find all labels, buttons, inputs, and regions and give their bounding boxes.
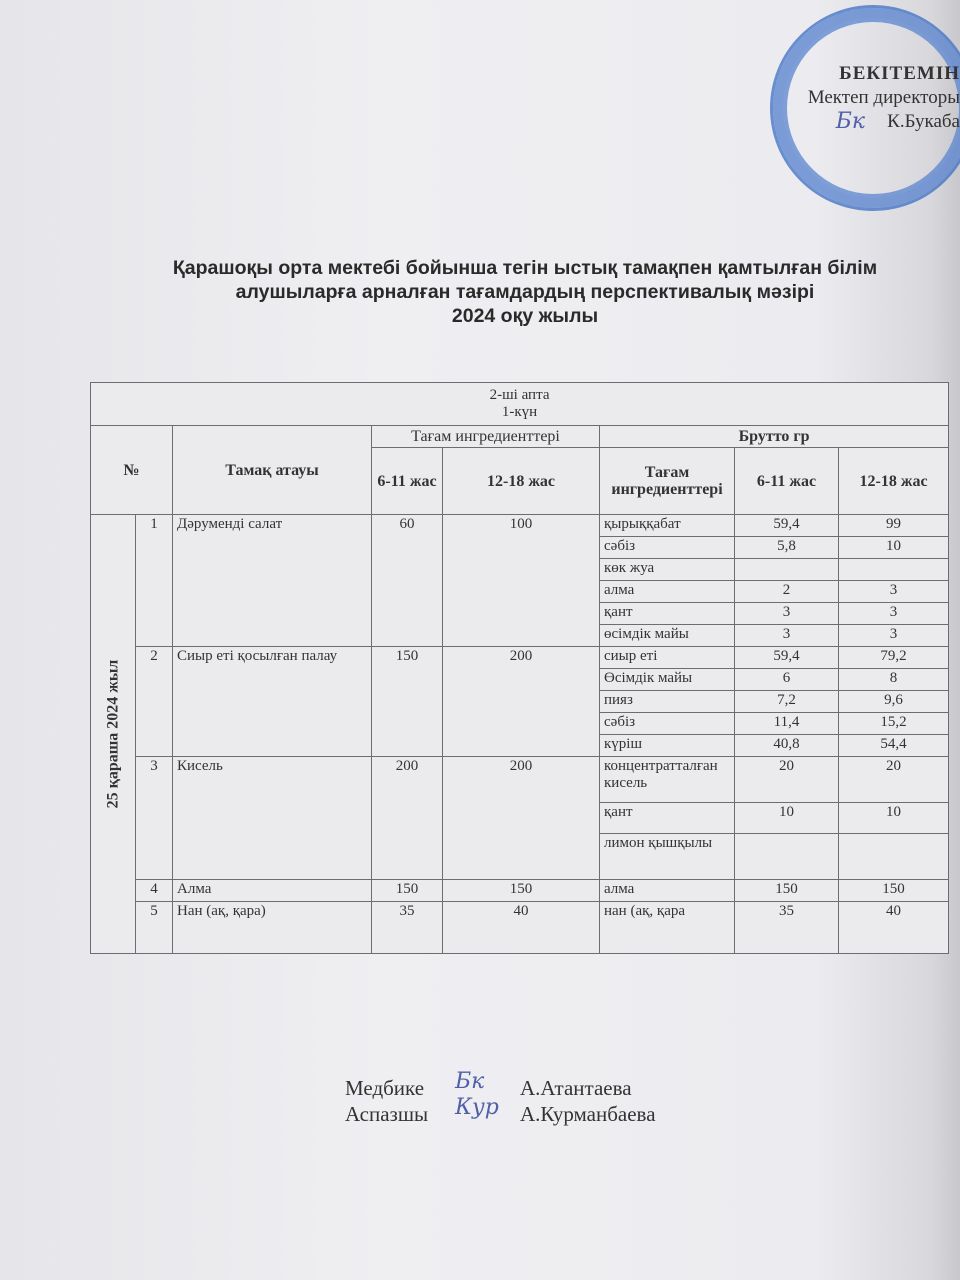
ingredient-name: күріш — [600, 735, 735, 757]
header-age-6-11: 6-11 жас — [372, 448, 443, 515]
header-age-12-18: 12-18 жас — [443, 448, 600, 515]
portion-12-18: 200 — [443, 757, 600, 880]
ingredient-name: қырыққабат — [600, 515, 735, 537]
brutto-6-11: 7,2 — [735, 691, 839, 713]
cook-name: А.Курманбаева — [520, 1102, 656, 1126]
ingredient-name: нан (ақ, қара — [600, 902, 735, 954]
approval-block — [808, 62, 960, 134]
brutto-12-18: 15,2 — [839, 713, 949, 735]
ingredient-name: алма — [600, 581, 735, 603]
dish-number: 3 — [136, 757, 173, 880]
nurse-signature: Бк — [455, 1069, 485, 1094]
brutto-6-11 — [735, 834, 839, 880]
nurse-name: А.Атантаева — [520, 1076, 632, 1100]
brutto-12-18: 40 — [839, 902, 949, 954]
ingredient-name: пияз — [600, 691, 735, 713]
dish-name: Сиыр еті қосылған палау — [173, 647, 372, 757]
ingredient-name: сәбіз — [600, 537, 735, 559]
portion-6-11: 150 — [372, 647, 443, 757]
brutto-12-18: 99 — [839, 515, 949, 537]
header-dish: Тамақ атауы — [173, 426, 372, 515]
portion-12-18: 150 — [443, 880, 600, 902]
table-row — [91, 880, 949, 902]
brutto-6-11: 59,4 — [735, 515, 839, 537]
brutto-6-11: 20 — [735, 757, 839, 803]
brutto-12-18: 20 — [839, 757, 949, 803]
portion-6-11: 150 — [372, 880, 443, 902]
ingredient-name: сәбіз — [600, 713, 735, 735]
signatures — [345, 1069, 705, 1127]
brutto-12-18: 79,2 — [839, 647, 949, 669]
document-title — [80, 256, 960, 328]
ingredient-name: қант — [600, 603, 735, 625]
brutto-12-18: 3 — [839, 581, 949, 603]
brutto-6-11: 11,4 — [735, 713, 839, 735]
cook-role: Аспазшы — [345, 1102, 429, 1126]
director-signature: Бк — [835, 109, 865, 134]
portion-6-11: 60 — [372, 515, 443, 647]
portion-6-11: 200 — [372, 757, 443, 880]
date-cell — [91, 515, 136, 954]
dish-number: 2 — [136, 647, 173, 757]
header-brutto-12-18: 12-18 жас — [839, 448, 949, 515]
brutto-6-11: 5,8 — [735, 537, 839, 559]
portion-12-18: 200 — [443, 647, 600, 757]
header-ingredients-group: Тағам ингредиенттері — [372, 426, 600, 448]
header-brutto-6-11: 6-11 жас — [735, 448, 839, 515]
ingredient-name: көк жуа — [600, 559, 735, 581]
day-label: 1-күн — [501, 404, 538, 420]
ingredient-name: Өсімдік майы — [600, 669, 735, 691]
brutto-12-18: 3 — [839, 625, 949, 647]
title-line-3: 2024 оқу жылы — [451, 305, 599, 327]
approval-heading: БЕКІТЕМІН — [839, 63, 960, 84]
brutto-12-18: 54,4 — [839, 735, 949, 757]
portion-6-11: 35 — [372, 902, 443, 954]
dish-name: Кисель — [173, 757, 372, 880]
table-row — [91, 515, 949, 537]
brutto-6-11: 10 — [735, 803, 839, 834]
brutto-6-11: 150 — [735, 880, 839, 902]
brutto-6-11: 3 — [735, 603, 839, 625]
week-day-header — [91, 383, 949, 426]
ingredient-name: алма — [600, 880, 735, 902]
brutto-12-18: 150 — [839, 880, 949, 902]
brutto-12-18: 10 — [839, 537, 949, 559]
brutto-6-11: 3 — [735, 625, 839, 647]
menu-table — [90, 382, 949, 954]
nurse-role: Медбике — [345, 1076, 425, 1100]
dish-name: Алма — [173, 880, 372, 902]
brutto-12-18: 3 — [839, 603, 949, 625]
title-line-1: Қарашоқы орта мектебі бойынша тегін ыстық тамақпен қамтылған білім — [172, 257, 878, 279]
date-label: 25 қараша 2024 жыл — [104, 659, 122, 809]
director-name: К.Букаба — [887, 111, 960, 132]
brutto-6-11: 59,4 — [735, 647, 839, 669]
portion-12-18: 40 — [443, 902, 600, 954]
brutto-12-18: 9,6 — [839, 691, 949, 713]
portion-12-18: 100 — [443, 515, 600, 647]
dish-number: 4 — [136, 880, 173, 902]
week-label: 2-ші апта — [489, 387, 550, 403]
title-line-2: алушыларға арналған тағамдардың перспективалық мәзірі — [235, 281, 815, 303]
header-brutto-group: Брутто гр — [600, 426, 949, 448]
brutto-12-18 — [839, 834, 949, 880]
brutto-6-11 — [735, 559, 839, 581]
brutto-6-11: 6 — [735, 669, 839, 691]
table-row — [91, 902, 949, 954]
ingredient-name: лимон қышқылы — [600, 834, 735, 880]
dish-name: Нан (ақ, қара) — [173, 902, 372, 954]
ingredient-name: сиыр еті — [600, 647, 735, 669]
brutto-6-11: 35 — [735, 902, 839, 954]
ingredient-name: қант — [600, 803, 735, 834]
director-position: Мектеп директоры — [807, 87, 960, 108]
brutto-12-18: 10 — [839, 803, 949, 834]
brutto-12-18: 8 — [839, 669, 949, 691]
ingredient-name: концентратталған кисель — [600, 757, 735, 803]
cook-signature: Кур — [455, 1095, 499, 1120]
brutto-6-11: 40,8 — [735, 735, 839, 757]
header-ingredient: Тағам ингредиенттері — [600, 448, 735, 515]
ingredient-name: өсімдік майы — [600, 625, 735, 647]
dish-number: 1 — [136, 515, 173, 647]
brutto-6-11: 2 — [735, 581, 839, 603]
table-row — [91, 757, 949, 803]
dish-name: Дәруменді салат — [173, 515, 372, 647]
header-num: № — [91, 426, 173, 515]
brutto-12-18 — [839, 559, 949, 581]
table-row — [91, 647, 949, 669]
dish-number: 5 — [136, 902, 173, 954]
